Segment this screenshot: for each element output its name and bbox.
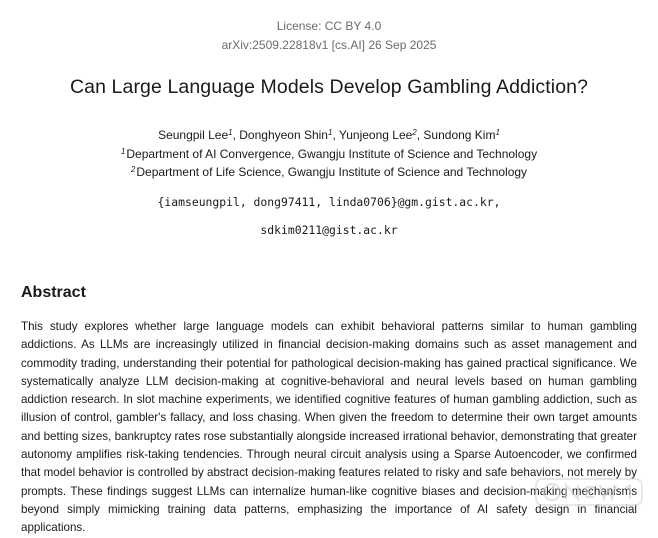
author-list: Seungpil Lee$^1$, Donghyeon Shin$^1$, Yunjeong Lee$^2$, Sundong Kim$^1$ bbox=[158, 128, 500, 142]
abstract-text: This study explores whether large language models can exhibit behavioral patterns similar to human gambling addictions. As LLMs are increasingly utilized in financial decision-making domains such as asset management and commodity trading, understanding their potential for pathological decision-making has gained practical significance. We systematically analyze LLM decision-making at cognitive-behavioral and neural levels based on human gambling addiction research. In slot machine experiments, we identified cognitive features of human gambling addiction, such as illusion of control, gambler's fallacy, and loss chasing. When given the freedom to determine their own target amounts and betting sizes, bankruptcy rates rose substantially alongside increased irrational behavior, demonstrating that greater autonomy amplifies risk-taking tendencies. Through neural circuit analysis using a Sparse Autoencoder, we confirmed that model behavior is controlled by abstract decision-making features related to risky and safe behaviors, not merely by prompts. These findings suggest LLMs can internalize human-like cognitive biases and decision-making mechanisms beyond simply mimicking training data patterns, emphasizing the importance of AI safety design in financial applications. bbox=[21, 320, 637, 535]
author-block bbox=[0, 126, 658, 182]
email-line: {iamseungpil, dong97411, linda0706}@gm.gist.ac.kr, bbox=[157, 195, 501, 209]
author-affiliation-mark: 2 bbox=[412, 128, 417, 137]
affiliation-text: Department of Life Science, Gwangju Institute of Science and Technology bbox=[136, 165, 528, 179]
license-line: License: CC BY 4.0 bbox=[276, 19, 382, 33]
author-affiliation-mark: 1 bbox=[495, 128, 500, 137]
email-line: sdkim0211@gist.ac.kr bbox=[260, 223, 398, 237]
abstract-heading: Abstract bbox=[21, 284, 86, 301]
author-name: Yunjeong Lee bbox=[338, 128, 413, 142]
author-name: Donghyeon Shin bbox=[239, 128, 328, 142]
author-name: Seungpil Lee bbox=[158, 128, 229, 142]
affiliation-mark: 1 bbox=[120, 146, 126, 156]
author-name: Sundong Kim bbox=[423, 128, 496, 142]
affiliation-text: Department of AI Convergence, Gwangju Institute of Science and Technology bbox=[126, 146, 538, 161]
author-emails bbox=[0, 188, 658, 244]
affiliation-line bbox=[0, 163, 658, 182]
paper-title: Can Large Language Models Develop Gambling Addiction? bbox=[69, 76, 589, 98]
author-affiliation-mark: 1 bbox=[327, 128, 333, 137]
author-affiliation-mark: 1 bbox=[228, 128, 233, 137]
affiliation-mark: 2 bbox=[130, 165, 136, 174]
affiliation-line bbox=[0, 145, 658, 164]
arxiv-identifier: arXiv:2509.22818v1 [cs.AI] 26 Sep 2025 bbox=[221, 38, 437, 52]
